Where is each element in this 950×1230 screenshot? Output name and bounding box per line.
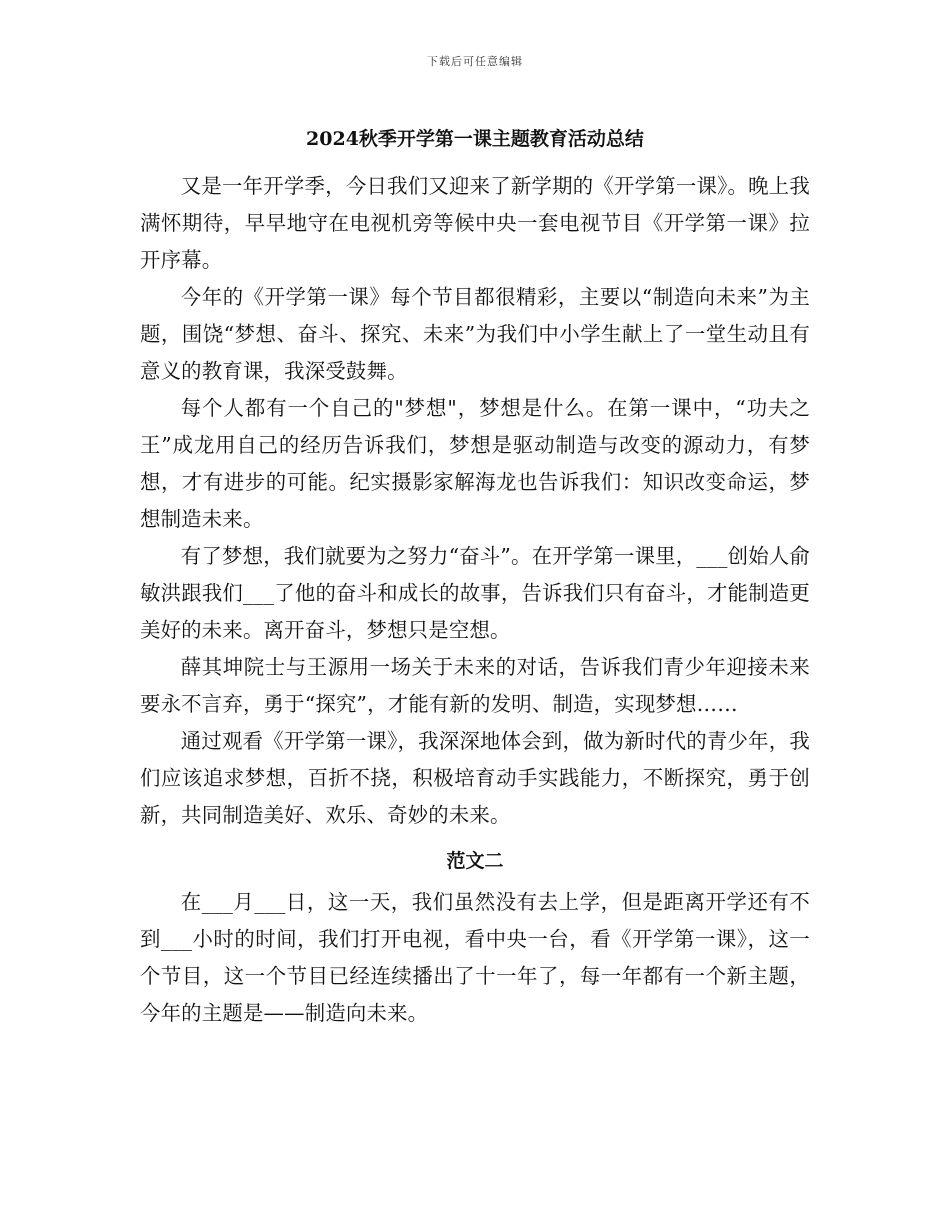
paragraph: 每个人都有一个自己的"梦想"，梦想是什么。在第一课中，“功夫之王”成龙用自己的经历告诉我们，梦想是驱动制造与改变的源动力，有梦想，才有进步的可能。纪实摄影家解海龙也告诉我们：知识改变命运，梦想制造未来。	[140, 396, 810, 531]
paragraph: 通过观看《开学第一课》，我深深地体会到，做为新时代的青少年，我们应该追求梦想，百折不挠，积极培育动手实践能力，不断探究，勇于创新，共同制造美好、欢乐、奇妙的未来。	[140, 729, 810, 827]
page-header-note: 下载后可任意编辑	[427, 55, 523, 68]
section-title: 范文二	[446, 850, 504, 872]
document-title: 2024秋季开学第一课主题教育活动总结	[306, 128, 644, 150]
paragraph: 在___月___日，这一天，我们虽然没有去上学，但是距离开学还有不到___小时的时间，我们打开电视，看中央一台，看《开学第一课》，这一个节目，这一个节目已经连续播出了十一年了，每一年都有一个新主题，今年的主题是——制造向未来。	[140, 890, 810, 1025]
paragraph: 有了梦想，我们就要为之努力“奋斗”。在开学第一课里，___创始人俞敏洪跟我们___了他的奋斗和成长的故事，告诉我们只有奋斗，才能制造更美好的未来。离开奋斗，梦想只是空想。	[140, 544, 810, 642]
paragraph: 又是一年开学季，今日我们又迎来了新学期的《开学第一课》。晚上我满怀期待，早早地守在电视机旁等候中央一套电视节目《开学第一课》拉开序幕。	[140, 174, 810, 272]
paragraph: 薛其坤院士与王源用一场关于未来的对话，告诉我们青少年迎接未来要永不言弃，勇于“探究”，才能有新的发明、制造，实现梦想……	[140, 655, 810, 716]
paragraph: 今年的《开学第一课》每个节目都很精彩，主要以“制造向未来”为主题，围饶“梦想、奋斗、探究、未来”为我们中小学生献上了一堂生动且有意义的教育课，我深受鼓舞。	[140, 285, 810, 383]
document-body	[140, 168, 810, 1032]
